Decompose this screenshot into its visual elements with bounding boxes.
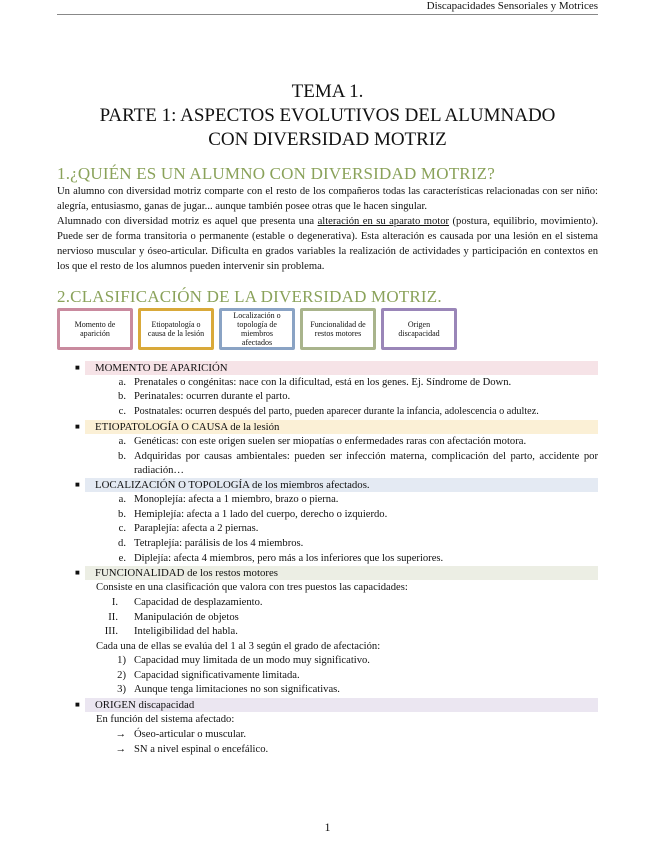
box-momento — [57, 308, 133, 350]
item-text: Diplejía: afecta 4 miembros, pero más a los inferiores que los superiores. — [134, 553, 444, 564]
item-label: II. — [108, 612, 118, 623]
item-text: Óseo-articular o muscular. — [134, 729, 247, 740]
item-text: Postnatales: ocurren después del parto, pueden aparecer durante la infancia, adolescencia o adultez. — [134, 406, 539, 417]
box-label: Etiopatología o causa de la lesión — [147, 320, 205, 338]
class-title-rest: de los restos motores — [184, 567, 278, 579]
title-line-2: PARTE 1: ASPECTOS EVOLUTIVOS DEL ALUMNADO — [99, 105, 556, 126]
bullet-icon: ■ — [75, 700, 80, 709]
box-origen — [381, 308, 457, 350]
box-label: Origen discapacidad — [398, 320, 440, 338]
arrow-icon: → — [115, 729, 126, 740]
intro-text: Consiste en una clasificación que valora con tres puestos las capacidades: — [96, 582, 408, 593]
paragraph-2 — [57, 214, 598, 274]
section-1-body — [57, 184, 598, 274]
box-label: Localización o topología de miembros afectados — [233, 311, 281, 347]
class-title-rest: de la lesión — [227, 421, 280, 433]
page-number: 1 — [324, 820, 331, 834]
item-label: b. — [118, 391, 126, 402]
item-text: Monoplejía: afecta a 1 miembro, brazo o pierna. — [134, 494, 339, 505]
item-text: Capacidad significativamente limitada. — [134, 670, 300, 681]
section-2-heading: 2.CLASIFICACIÓN DE LA DIVERSIDAD MOTRIZ. — [57, 287, 442, 306]
running-header: Discapacidades Sensoriales y Motrices — [426, 0, 598, 12]
item-label: 1) — [117, 655, 126, 666]
underlined-phrase: alteración en su aparato motor — [317, 216, 450, 227]
item-text: Tetraplejía: parálisis de los 4 miembros. — [134, 538, 304, 549]
item-label: a. — [118, 494, 126, 505]
class-title: FUNCIONALIDAD — [95, 567, 185, 579]
title-line-3: CON DIVERSIDAD MOTRIZ — [208, 129, 447, 150]
item-text: Capacidad de desplazamiento. — [134, 597, 263, 608]
item-text: Manipulación de objetos — [134, 612, 239, 623]
class-title-rest: de los miembros afectados. — [249, 479, 370, 491]
class-bar-origen — [75, 698, 598, 712]
item-label: b. — [118, 451, 126, 462]
item-label: 2) — [117, 670, 126, 681]
intro-text-2: Cada una de ellas se evalúa del 1 al 3 según el grado de afectación: — [96, 641, 381, 652]
item-label: c. — [118, 523, 126, 534]
paragraph-2-start: Alumnado con diversidad motriz es aquel que presenta una — [57, 216, 318, 227]
item-label: c. — [118, 406, 126, 417]
class-bar-etiopatologia — [75, 420, 598, 434]
paragraph-2-end: (postura, equilibrio, movimiento). Puede ser de forma transitoria o permanente (estable o degenerativa). Esta alteración es causada por una lesión en el sistema nervioso muscular y óseo-articular. Dificulta en grados variables la realización de actividades y participación en contextos en los que el resto de los alumnos pueden intervenir sin problema. — [57, 216, 598, 272]
item-text: Paraplejía: afecta a 2 piernas. — [134, 523, 259, 534]
item-text: Prenatales o congénitas: nace con la dificultad, está en los genes. Ej. Síndrome de Down. — [134, 377, 512, 388]
bullet-icon: ■ — [75, 480, 80, 489]
class-title: MOMENTO DE APARICIÓN — [95, 362, 228, 374]
item-text: Capacidad muy limitada de un modo muy significativo. — [134, 655, 370, 666]
intro-text: En función del sistema afectado: — [96, 714, 235, 725]
class-title-rest: discapacidad — [135, 699, 195, 711]
item-label: III. — [104, 626, 118, 637]
item-label: e. — [118, 553, 126, 564]
item-text: Perinatales: ocurren durante el parto. — [134, 391, 291, 402]
box-label: Funcionalidad de restos motores — [310, 320, 366, 338]
class-bar-funcionalidad — [75, 566, 598, 580]
item-label: 3) — [117, 684, 126, 695]
item-text: Aunque tenga limitaciones no son significativas. — [134, 684, 340, 695]
class-bar-localizacion — [75, 478, 598, 492]
box-localizacion — [219, 308, 295, 350]
class-bar-momento — [75, 361, 598, 375]
box-etiopatologia — [138, 308, 214, 350]
item-text: Adquiridas por causas ambientales: pueden ser infección materna, complicación del parto, accidente por radiación… — [134, 451, 598, 476]
arrow-icon: → — [115, 744, 126, 755]
bullet-icon: ■ — [75, 568, 80, 577]
paragraph-1: Un alumno con diversidad motriz comparte con el resto de los compañeros todas las características relacionadas con ser niño: alegría, entusiasmo, ganas de jugar... aunque también posee otras que le hacen singular. — [57, 186, 598, 212]
item-label: a. — [118, 377, 126, 388]
class-title: ETIOPATOLOGÍA O CAUSA — [95, 421, 228, 433]
item-text: Inteligibilidad del habla. — [134, 626, 238, 637]
class-title: ORIGEN — [95, 699, 136, 711]
item-text: Hemiplejía: afecta a 1 lado del cuerpo, derecho o izquierdo. — [134, 509, 388, 520]
class-title: LOCALIZACIÓN O TOPOLOGÍA — [95, 479, 250, 491]
header-divider — [57, 14, 598, 15]
item-label: d. — [118, 538, 126, 549]
bullet-icon: ■ — [75, 422, 80, 431]
classification-boxes — [57, 308, 457, 350]
item-text: Genéticas: con este origen suelen ser miopatías o enfermedades raras con afectación motora. — [134, 436, 527, 447]
item-label: a. — [118, 436, 126, 447]
item-label: b. — [118, 509, 126, 520]
box-label: Momento de aparición — [74, 320, 116, 338]
box-funcionalidad — [300, 308, 376, 350]
item-text: SN a nivel espinal o encefálico. — [134, 744, 269, 755]
bullet-icon: ■ — [75, 363, 80, 372]
item-label: I. — [111, 597, 118, 608]
section-1-heading: 1.¿QUIÉN ES UN ALUMNO CON DIVERSIDAD MOTRIZ? — [57, 164, 496, 183]
title-line-1: TEMA 1. — [291, 81, 364, 102]
